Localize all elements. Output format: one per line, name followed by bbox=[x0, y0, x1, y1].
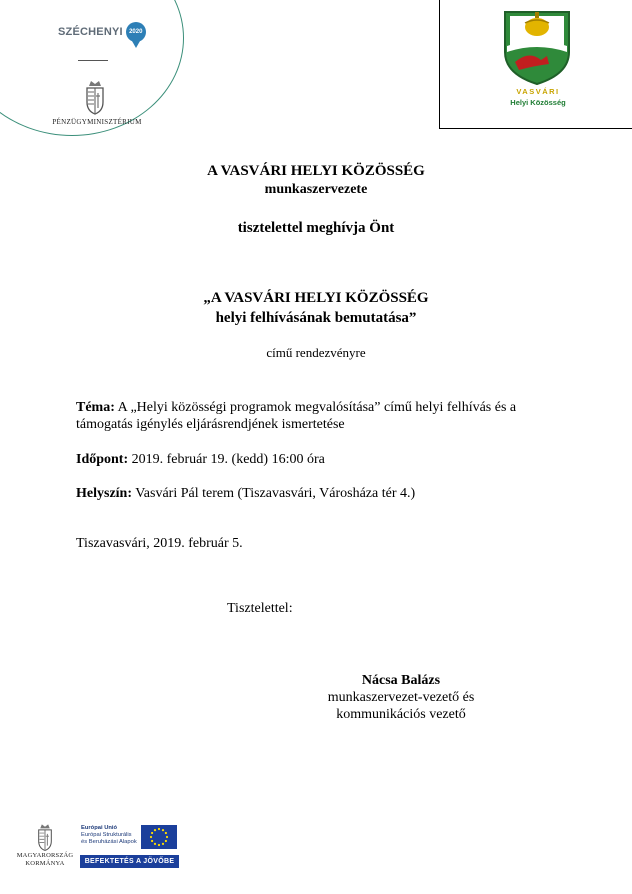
topic-text-line2: támogatás igénylés eljárásrendjének ismertetése bbox=[76, 417, 345, 432]
time-value: 2019. február 19. (kedd) 16:00 óra bbox=[128, 452, 325, 467]
time-paragraph bbox=[76, 451, 596, 468]
place-label: Helyszín: bbox=[76, 486, 132, 501]
salutation: Tisztelettel: bbox=[227, 601, 293, 616]
government-label bbox=[14, 852, 76, 868]
event-title-line1: „A VASVÁRI HELYI KÖZÖSSÉG bbox=[203, 290, 429, 306]
location-pin-icon bbox=[126, 22, 146, 42]
eu-flag-icon bbox=[141, 825, 177, 849]
topic-label: Téma: bbox=[76, 400, 115, 415]
event-title-line2: helyi felhívásának bemutatása” bbox=[215, 310, 417, 326]
invite-line: tisztelettel meghívja Önt bbox=[237, 220, 395, 236]
event-type: című rendezvényre bbox=[266, 345, 366, 360]
vasvari-crest-icon bbox=[497, 6, 577, 86]
eu-line1: Európai Unió bbox=[81, 825, 118, 831]
hungarian-coat-of-arms-icon bbox=[83, 78, 107, 116]
signer-role bbox=[317, 689, 485, 723]
szechenyi-logo-year: 2020 bbox=[129, 29, 143, 35]
topic-paragraph bbox=[76, 399, 596, 433]
government-coat-of-arms-icon bbox=[34, 822, 56, 852]
place-paragraph bbox=[76, 485, 596, 502]
ministry-name: PÉNZÜGYMINISZTÉRIUM bbox=[52, 118, 142, 126]
government-line2: KORMÁNYA bbox=[25, 860, 65, 867]
signer-name: Nácsa Balázs bbox=[361, 673, 441, 688]
place-value: Vasvári Pál terem (Tiszavasvári, Városháza tér 4.) bbox=[132, 486, 416, 501]
eu-slogan-banner: BEFEKTETÉS A JÖVŐBE bbox=[80, 855, 179, 868]
divider-line bbox=[78, 60, 108, 61]
szechenyi-2020-logo bbox=[58, 22, 146, 42]
vasvari-subtitle: Helyi Közösség bbox=[510, 98, 566, 107]
vasvari-name: VASVÁRI bbox=[516, 87, 560, 96]
organizer-unit: munkaszervezete bbox=[264, 182, 368, 197]
signer-role-line2: kommunikációs vezető bbox=[336, 707, 466, 722]
time-label: Időpont: bbox=[76, 452, 129, 467]
eu-line2: Európai Strukturális bbox=[81, 832, 132, 838]
szechenyi-logo-text: SZÉCHENYI bbox=[58, 26, 123, 38]
signer-role-line1: munkaszervezet-vezető és bbox=[327, 690, 475, 705]
eu-funds-text bbox=[81, 825, 141, 846]
government-line1: MAGYARORSZÁG bbox=[16, 852, 74, 859]
organizer-name: A VASVÁRI HELYI KÖZÖSSÉG bbox=[207, 163, 425, 179]
place-date: Tiszavasvári, 2019. február 5. bbox=[76, 536, 243, 551]
topic-text-line1: A „Helyi közösségi programok megvalósítása” című helyi felhívás és a bbox=[114, 400, 517, 415]
eu-line3: és Beruházási Alapok bbox=[81, 839, 137, 845]
